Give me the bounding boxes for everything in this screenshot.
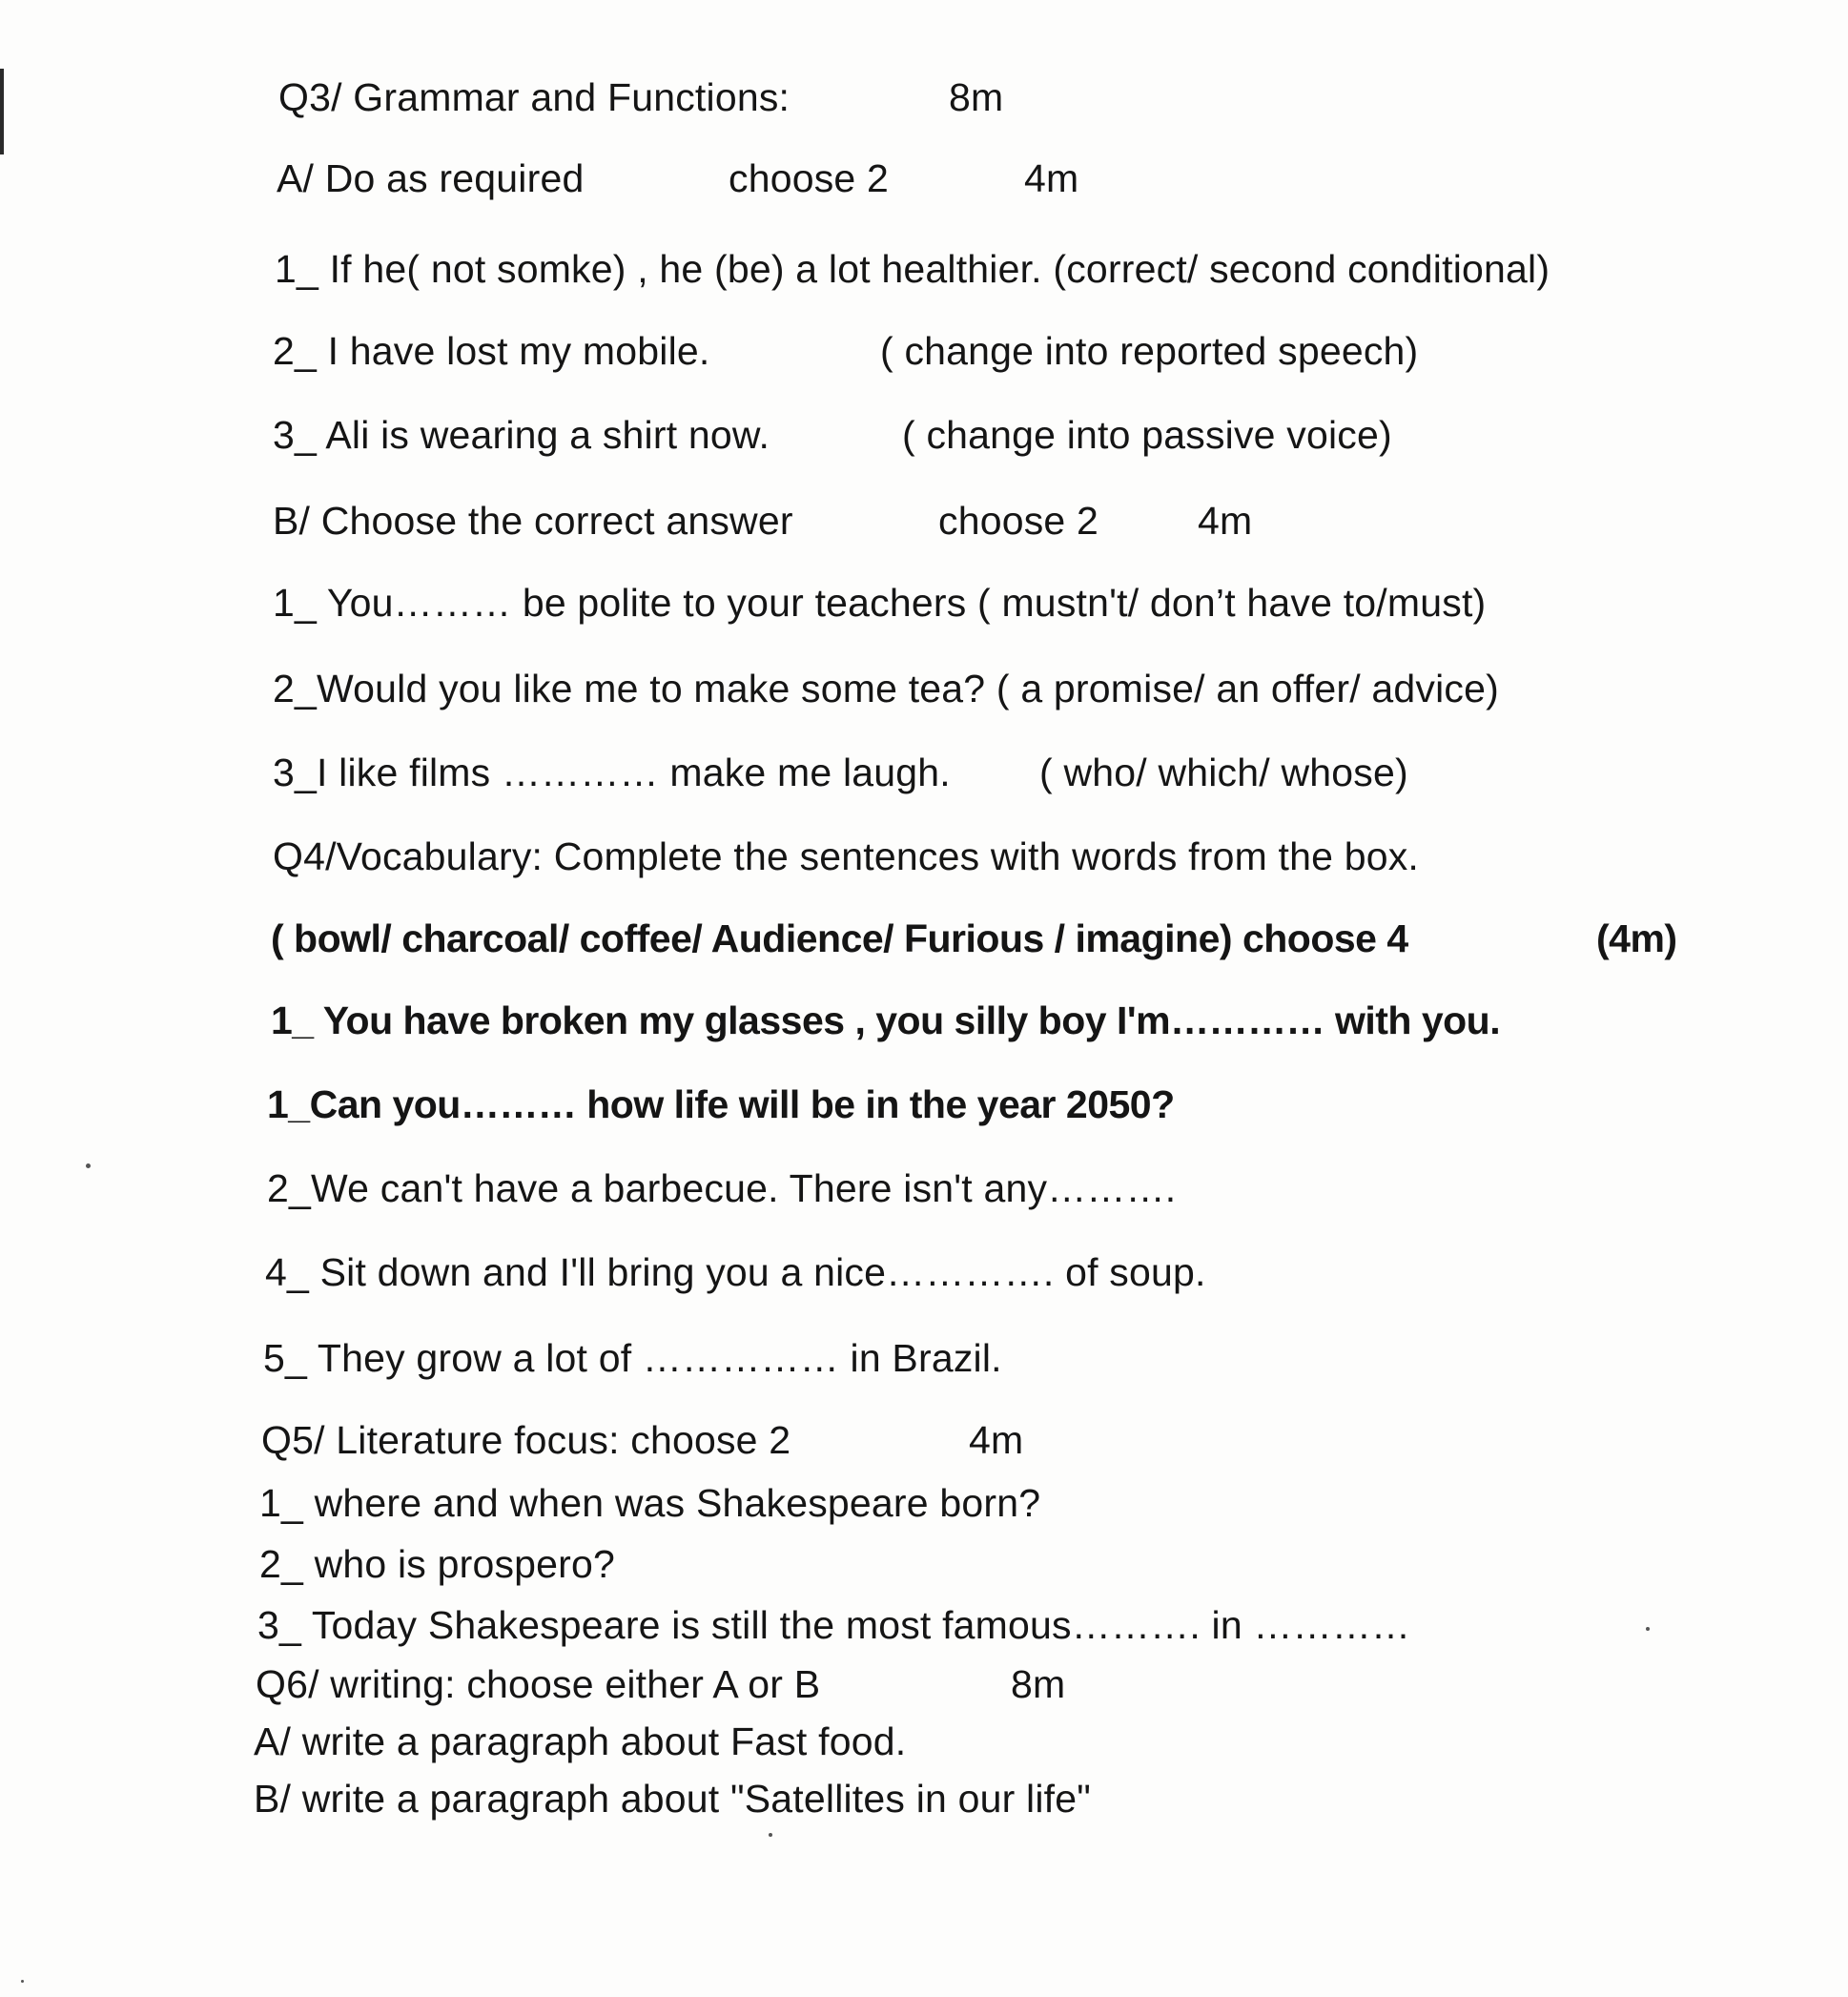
section-b-title: B/ Choose the correct answer — [273, 499, 793, 543]
section-b-choose: choose 2 — [938, 499, 1099, 543]
q6-option-b — [254, 1777, 1092, 1821]
item-text: 5_ They grow a lot of …………… in Brazil. — [263, 1336, 1002, 1380]
item-text: 1_ where and when was Shakespeare born? — [259, 1481, 1041, 1525]
item-text: 4_ Sit down and I'll bring you a nice…………. of soup. — [265, 1250, 1206, 1294]
q4-box-words: ( bowl/ charcoal/ coffee/ Audience/ Furious / imagine) choose 4 — [271, 916, 1408, 960]
item-text: 2_ who is prospero? — [259, 1542, 616, 1586]
item-text: 2_We can't have a barbecue. There isn't any………. — [267, 1166, 1177, 1210]
q3-b-item-2 — [273, 669, 1499, 709]
item-note: ( change into reported speech) — [880, 329, 1419, 373]
item-text: 1_ You……… be polite to your teachers ( mustn't/ don’t have to/must) — [273, 581, 1487, 625]
item-text: 2_ I have lost my mobile. — [273, 329, 710, 373]
q5-marks: 4m — [969, 1418, 1024, 1462]
q4-heading — [273, 834, 1420, 878]
item-text: 3_ Today Shakespeare is still the most famous………. in ………… — [257, 1603, 1411, 1647]
scan-speck — [769, 1833, 772, 1837]
q3-b-item-3 — [273, 751, 1408, 794]
q3-a-item-1 — [275, 247, 1550, 291]
section-a-marks: 4m — [1024, 156, 1079, 200]
q5-title: Q5/ Literature focus: choose 2 — [261, 1418, 791, 1462]
q3-b-item-1 — [273, 581, 1487, 625]
q4-item-2 — [267, 1082, 1175, 1126]
q4-item-4 — [265, 1250, 1206, 1294]
q4-title: Q4/Vocabulary: Complete the sentences with words from the box. — [273, 834, 1420, 878]
item-text: 1_ If he( not somke) , he (be) a lot healthier. (correct/ second conditional) — [275, 247, 1550, 291]
scan-speck — [1646, 1627, 1650, 1631]
item-note: ( who/ which/ whose) — [1039, 751, 1408, 794]
item-text: 1_ You have broken my glasses , you silly boy I'm………… with you. — [271, 998, 1501, 1042]
q3-a-item-2 — [273, 329, 1419, 373]
q6-option-a — [254, 1719, 907, 1763]
q4-item-3 — [267, 1166, 1177, 1210]
scan-speck — [86, 1163, 91, 1168]
q4-marks: (4m) — [1596, 916, 1677, 960]
q3-marks: 8m — [949, 75, 1004, 119]
item-text: 3_ Ali is wearing a shirt now. — [273, 413, 770, 457]
q4-item-1 — [271, 998, 1501, 1042]
q4-word-box — [271, 916, 1677, 960]
q3-section-a-heading — [277, 156, 1079, 200]
page-edge-mark — [0, 69, 4, 154]
q4-item-5 — [263, 1336, 1002, 1380]
q6-title: Q6/ writing: choose either A or B — [256, 1662, 821, 1706]
q3-heading — [278, 75, 1004, 119]
q3-a-item-3 — [273, 413, 1392, 457]
section-a-choose: choose 2 — [729, 156, 890, 200]
section-b-marks: 4m — [1198, 499, 1253, 543]
item-text: B/ write a paragraph about "Satellites in our life" — [254, 1777, 1092, 1821]
item-text: 3_I like films ………… make me laugh. — [273, 751, 951, 794]
q5-item-3 — [257, 1603, 1411, 1647]
q6-heading — [256, 1662, 1066, 1706]
q3-title: Q3/ Grammar and Functions: — [278, 75, 791, 119]
item-text: 1_Can you……… how life will be in the year 2050? — [267, 1082, 1175, 1126]
scan-speck — [21, 1980, 24, 1983]
item-note: ( change into passive voice) — [902, 413, 1392, 457]
q5-item-1 — [259, 1481, 1041, 1525]
q5-heading — [261, 1418, 1024, 1462]
section-a-title: A/ Do as required — [277, 156, 585, 200]
item-text: 2_Would you like me to make some tea? ( a promise/ an offer/ advice) — [273, 667, 1499, 710]
q3-section-b-heading — [273, 499, 1253, 543]
item-text: A/ write a paragraph about Fast food. — [254, 1719, 907, 1763]
q6-marks: 8m — [1011, 1662, 1066, 1706]
q5-item-2 — [259, 1542, 616, 1586]
